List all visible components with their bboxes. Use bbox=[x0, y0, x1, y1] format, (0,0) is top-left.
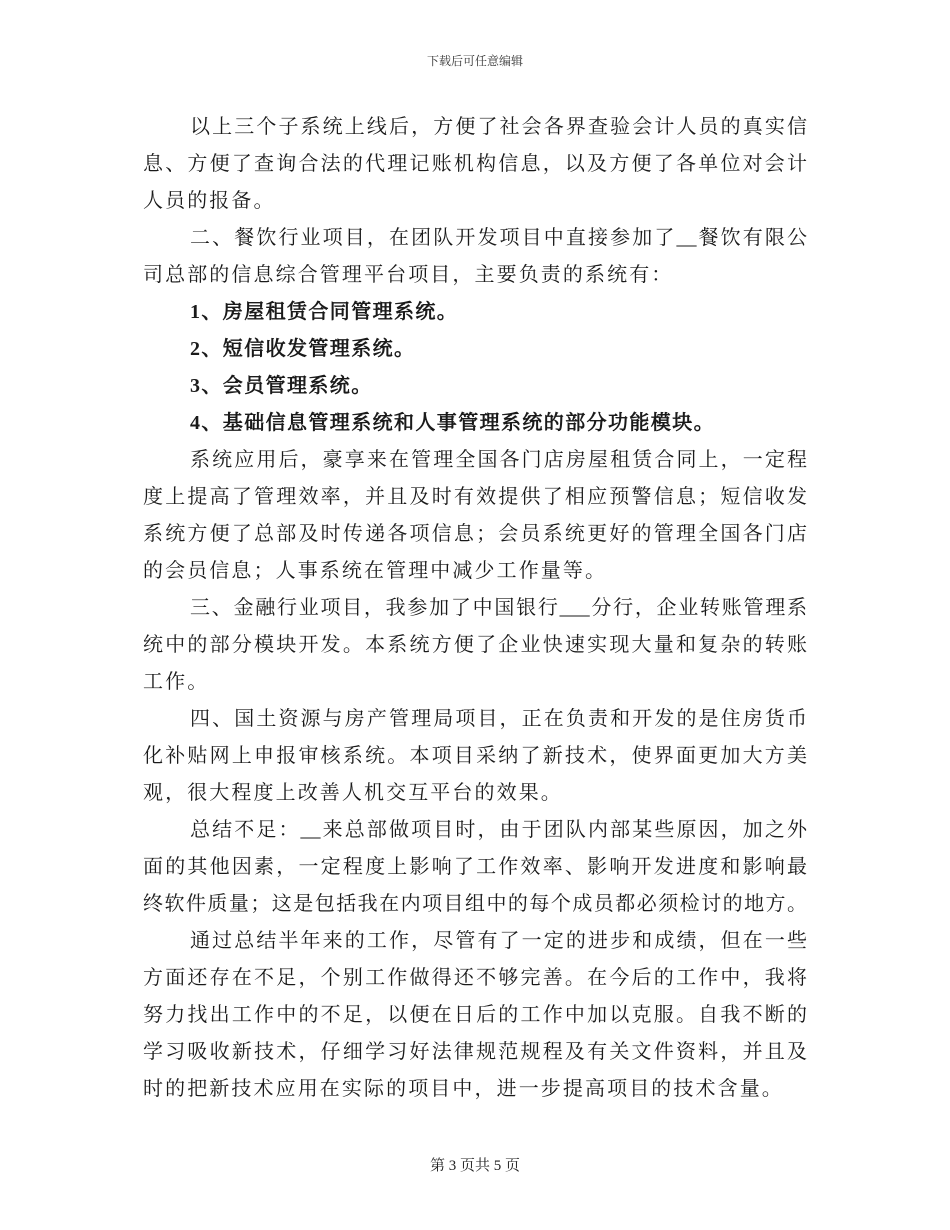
text-line: 的会员信息；人事系统在管理中减少工作量等。 bbox=[143, 560, 608, 582]
text-line: 通过总结半年来的工作，尽管有了一定的进步和成绩，但在一些 bbox=[190, 930, 807, 952]
text-line: 二、餐饮行业项目，在团队开发项目中直接参加了__餐饮有限公 bbox=[190, 227, 807, 249]
text-line: 观，很大程度上改善人机交互平台的效果。 bbox=[143, 782, 563, 804]
list-item: 4、基础信息管理系统和人事管理系统的部分功能模块。 bbox=[190, 412, 715, 434]
page-number: 第 3 页共 5 页 bbox=[429, 1158, 520, 1174]
header-note: 下载后可任意编辑 bbox=[426, 54, 523, 68]
text-line: 终软件质量；这是包括我在内项目组中的每个成员都必须检讨的地方。 bbox=[143, 893, 807, 915]
text-line: 人员的报备。 bbox=[143, 190, 276, 212]
text-line: 努力找出工作中的不足，以便在日后的工作中加以克服。自我不断的 bbox=[143, 1004, 807, 1026]
text-line: 三、金融行业项目，我参加了中国银行___分行，企业转账管理系 bbox=[190, 597, 807, 619]
text-line: 工作。 bbox=[143, 671, 210, 693]
text-line: 面的其他因素，一定程度上影响了工作效率、影响开发进度和影响最 bbox=[143, 856, 807, 878]
list-item: 1、房屋租赁合同管理系统。 bbox=[190, 301, 459, 323]
text-line: 时的把新技术应用在实际的项目中，进一步提高项目的技术含量。 bbox=[143, 1078, 784, 1100]
text-line: 司总部的信息综合管理平台项目，主要负责的系统有： bbox=[143, 264, 674, 286]
text-line: 统中的部分模块开发。本系统方便了企业快速实现大量和复杂的转账 bbox=[143, 634, 807, 656]
text-line: 息、方便了查询合法的代理记账机构信息，以及方便了各单位对会计 bbox=[143, 153, 807, 175]
text-line: 以上三个子系统上线后，方便了社会各界查验会计人员的真实信 bbox=[190, 116, 807, 138]
text-line: 学习吸收新技术，仔细学习好法律规范规程及有关文件资料，并且及 bbox=[143, 1041, 807, 1063]
list-item: 3、会员管理系统。 bbox=[190, 375, 373, 397]
text-line: 方面还存在不足，个别工作做得还不够完善。在今后的工作中，我将 bbox=[143, 967, 807, 989]
text-line: 化补贴网上申报审核系统。本项目采纳了新技术，使界面更加大方美 bbox=[143, 745, 807, 767]
text-line: 度上提高了管理效率，并且及时有效提供了相应预警信息；短信收发 bbox=[143, 486, 807, 508]
list-item: 2、短信收发管理系统。 bbox=[190, 338, 416, 360]
text-line: 总结不足：__来总部做项目时，由于团队内部某些原因，加之外 bbox=[190, 819, 807, 841]
text-line: 系统方便了总部及时传递各项信息；会员系统更好的管理全国各门店 bbox=[143, 523, 807, 545]
text-line: 系统应用后，豪享来在管理全国各门店房屋租赁合同上，一定程 bbox=[190, 449, 807, 471]
text-line: 四、国土资源与房产管理局项目，正在负责和开发的是住房货币 bbox=[190, 708, 807, 730]
